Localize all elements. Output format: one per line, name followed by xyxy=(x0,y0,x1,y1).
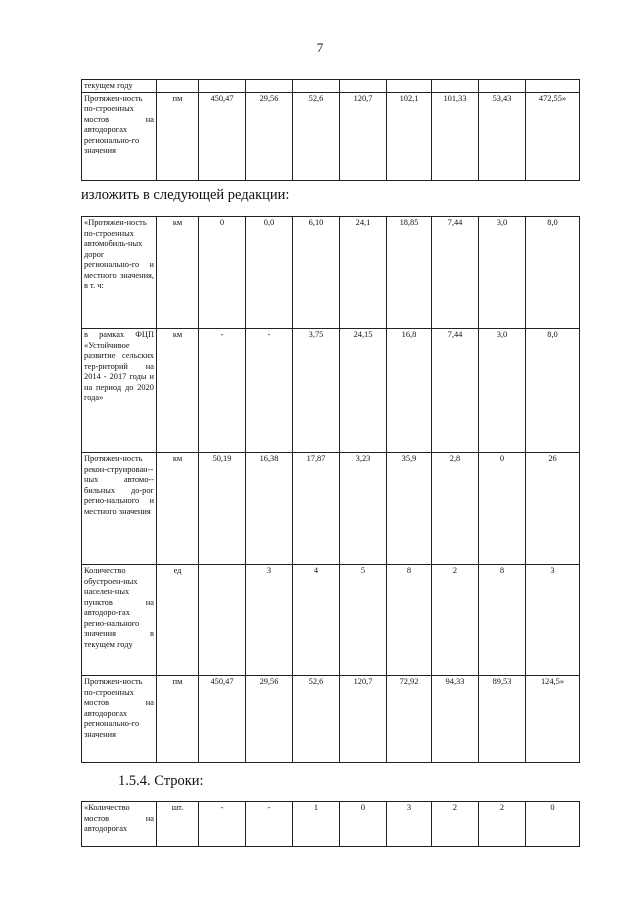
value-cell: 472,55» xyxy=(526,92,580,180)
value-cell: 5 xyxy=(340,565,387,676)
value-cell xyxy=(246,80,293,93)
value-cell: 2,8 xyxy=(432,453,479,565)
value-cell xyxy=(479,80,526,93)
indicator-label-cell: Протяжен-ность по-строенных мостов на автодорогах регионально-го значения xyxy=(82,92,157,180)
value-cell: 2 xyxy=(479,802,526,847)
table-strings xyxy=(81,801,580,847)
value-cell: 3,0 xyxy=(479,329,526,453)
value-cell xyxy=(432,80,479,93)
value-cell xyxy=(199,565,246,676)
indicator-label-cell: «Протяжен-ность по-строенных автомобиль-ных дорог регионально-го и местного значения, в т. ч: xyxy=(82,217,157,329)
value-cell: 89,53 xyxy=(479,676,526,763)
value-cell: 0 xyxy=(526,802,580,847)
unit-cell xyxy=(157,80,199,93)
indicator-label-cell: «Количество мостов на автодорогах xyxy=(82,802,157,847)
value-cell: 16,8 xyxy=(387,329,432,453)
table-row xyxy=(82,802,580,847)
value-cell xyxy=(293,80,340,93)
value-cell: 124,5» xyxy=(526,676,580,763)
value-cell: 3 xyxy=(526,565,580,676)
unit-cell: пм xyxy=(157,676,199,763)
indicator-label-cell: текущем году xyxy=(82,80,157,93)
value-cell xyxy=(526,80,580,93)
section-heading: 1.5.4. Строки: xyxy=(118,773,204,789)
value-cell: 1 xyxy=(293,802,340,847)
table-row xyxy=(82,329,580,453)
value-cell: - xyxy=(199,329,246,453)
phrase-new-edition: изложить в следующей редакции: xyxy=(81,187,290,203)
table-previous-wording xyxy=(81,79,580,181)
value-cell: 3,23 xyxy=(340,453,387,565)
indicator-label-cell: в рамках ФЦП «Устойчивое развитие сельских тер-риторий на 2014 - 2017 годы и на период до 2020 года» xyxy=(82,329,157,453)
value-cell: 50,19 xyxy=(199,453,246,565)
value-cell: 0 xyxy=(199,217,246,329)
unit-cell: км xyxy=(157,217,199,329)
value-cell: 18,85 xyxy=(387,217,432,329)
unit-cell: ед xyxy=(157,565,199,676)
value-cell: 2 xyxy=(432,565,479,676)
table-row xyxy=(82,676,580,763)
table-row xyxy=(82,80,580,93)
value-cell: 94,33 xyxy=(432,676,479,763)
value-cell: 53,43 xyxy=(479,92,526,180)
value-cell: 450,47 xyxy=(199,676,246,763)
value-cell: 450,47 xyxy=(199,92,246,180)
value-cell: 24,15 xyxy=(340,329,387,453)
value-cell: 3 xyxy=(387,802,432,847)
value-cell: 3 xyxy=(246,565,293,676)
value-cell: 8 xyxy=(387,565,432,676)
unit-cell: км xyxy=(157,329,199,453)
indicator-label-cell: Протяжен-ность по-строенных мостов на автодорогах регионально-го значения xyxy=(82,676,157,763)
unit-cell: км xyxy=(157,453,199,565)
value-cell: 72,92 xyxy=(387,676,432,763)
value-cell: 120,7 xyxy=(340,676,387,763)
value-cell: 0 xyxy=(340,802,387,847)
table-row xyxy=(82,565,580,676)
value-cell: 16,38 xyxy=(246,453,293,565)
value-cell xyxy=(387,80,432,93)
table-row xyxy=(82,92,580,180)
unit-cell: пм xyxy=(157,92,199,180)
indicator-label-cell: Протяжен-ность рекон-струирован-ных автомо-бильных до-рог регио-нального и местного значения xyxy=(82,453,157,565)
value-cell: - xyxy=(199,802,246,847)
value-cell: 35,9 xyxy=(387,453,432,565)
table-new-wording xyxy=(81,216,580,763)
unit-cell: шт. xyxy=(157,802,199,847)
table-row xyxy=(82,453,580,565)
value-cell xyxy=(199,80,246,93)
value-cell xyxy=(340,80,387,93)
value-cell: 3,0 xyxy=(479,217,526,329)
value-cell: - xyxy=(246,329,293,453)
value-cell: 102,1 xyxy=(387,92,432,180)
value-cell: 3,75 xyxy=(293,329,340,453)
value-cell: 101,33 xyxy=(432,92,479,180)
table-row xyxy=(82,217,580,329)
value-cell: 8,0 xyxy=(526,329,580,453)
value-cell: - xyxy=(246,802,293,847)
value-cell: 29,56 xyxy=(246,676,293,763)
value-cell: 2 xyxy=(432,802,479,847)
value-cell: 52,6 xyxy=(293,92,340,180)
value-cell: 8,0 xyxy=(526,217,580,329)
page-number: 7 xyxy=(316,40,324,55)
value-cell: 0,0 xyxy=(246,217,293,329)
value-cell: 6,10 xyxy=(293,217,340,329)
value-cell: 8 xyxy=(479,565,526,676)
value-cell: 4 xyxy=(293,565,340,676)
value-cell: 7,44 xyxy=(432,217,479,329)
value-cell: 17,87 xyxy=(293,453,340,565)
value-cell: 52,6 xyxy=(293,676,340,763)
value-cell: 26 xyxy=(526,453,580,565)
value-cell: 0 xyxy=(479,453,526,565)
value-cell: 120,7 xyxy=(340,92,387,180)
value-cell: 24,1 xyxy=(340,217,387,329)
indicator-label-cell: Количество обустроен-ных населен-ных пунктов на автодоро-гах регио-нального значения в текущем году xyxy=(82,565,157,676)
value-cell: 7,44 xyxy=(432,329,479,453)
value-cell: 29,56 xyxy=(246,92,293,180)
